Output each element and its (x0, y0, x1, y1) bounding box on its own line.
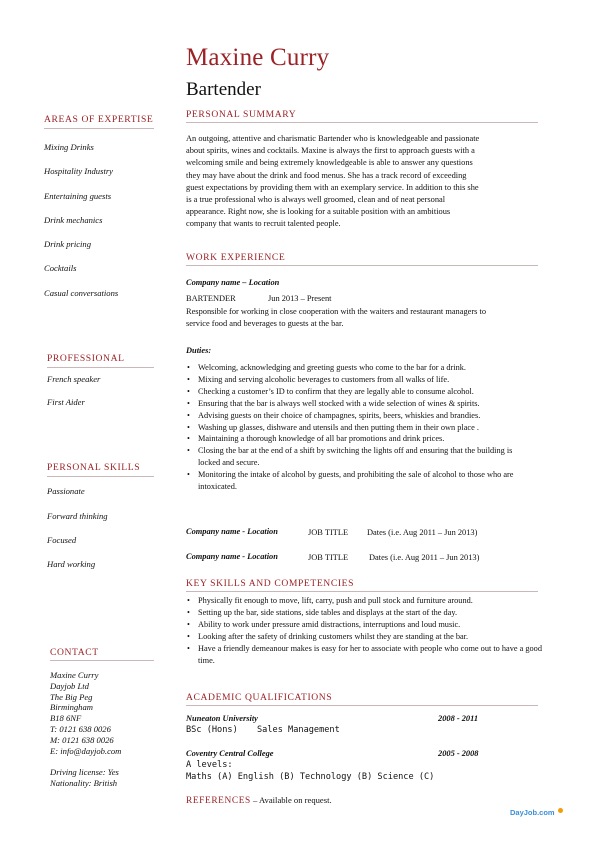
expertise-item: Cocktails (44, 263, 77, 273)
contact-street: The Big Peg (50, 691, 93, 702)
work-role: BARTENDER (186, 294, 236, 303)
logo-dot-icon (558, 808, 563, 813)
summary-line: is a true professional who is always well groomed, clean and of neat personal (186, 195, 446, 205)
degree: BSc (Hons) (186, 725, 238, 735)
contact-company: Dayjob Ltd (50, 680, 89, 691)
other-job-dates: Dates (i.e. Aug 2011 – Jun 2013) (367, 528, 478, 537)
expertise-heading: AREAS OF EXPERTISE (44, 114, 154, 125)
responsibility-line: Responsible for working in close cooperation with the waiters and restaurant managers to (186, 307, 487, 316)
duty-item: • Advising guests on their choice of champagnes, spirits, beers, whiskies and brandies. (186, 410, 538, 422)
references-text: – Available on request. (250, 795, 332, 805)
work-rule (186, 265, 538, 266)
contact-heading: CONTACT (50, 647, 99, 658)
professional-rule (47, 367, 154, 368)
contact-email[interactable]: E: info@dayjob.com (50, 745, 122, 756)
expertise-item: Casual conversations (44, 288, 119, 298)
expertise-item: Entertaining guests (44, 191, 112, 201)
duty-item: • Mixing and serving alcoholic beverages to customers from all walks of life. (186, 374, 538, 386)
professional-item: French speaker (47, 374, 101, 384)
duty-item: • Closing the bar at the end of a shift by switching the lights off and ensuring that the building is locked and secure. (186, 445, 528, 469)
key-skills-heading: KEY SKILLS AND COMPETENCIES (186, 578, 355, 589)
duty-item: • Monitoring the intake of alcohol by guests, and prohibiting the sale of alcohol to those who are intoxicated. (186, 469, 528, 493)
key-skill-item: • Looking after the safety of drinking customers whilst they are standing at the bar. (186, 631, 538, 643)
work-company: Company name – Location (186, 278, 280, 287)
duty-item: • Maintaining a thorough knowledge of all bar promotions and drink prices. (186, 433, 538, 445)
expertise-item: Drink mechanics (44, 215, 103, 225)
other-job-title: JOB TITLE (308, 528, 349, 537)
duties-label: Duties: (186, 346, 212, 355)
summary-line: company that wants to recruit talented people. (186, 219, 341, 229)
professional-item: First Aider (47, 397, 85, 407)
key-skills-list (186, 595, 542, 666)
contact-block (50, 670, 121, 789)
summary-line: guest expectations by providing them with an exemplary service. In addition to this she (186, 182, 479, 192)
summary-line: appearance. Right now, she is looking for a suitable position with an ambitious (186, 207, 451, 217)
key-skill-item: • Have a friendly demeanour makes is easy for her to associate with people who come out to have a good time. (186, 643, 548, 667)
skill-item: Focused (47, 535, 77, 545)
expertise-rule (44, 128, 154, 129)
contact-city: Birmingham (50, 702, 93, 713)
academic-rule (186, 705, 538, 706)
contact-name: Maxine Curry (50, 670, 99, 680)
job-title: Bartender (186, 79, 261, 100)
school-name: Coventry Central College (186, 749, 274, 758)
contact-rule (50, 660, 154, 661)
degree-subject: Sales Management (257, 725, 340, 735)
other-job-company: Company name - Location (186, 527, 278, 536)
responsibility-line: service food and beverages to guests at the bar. (186, 319, 344, 329)
duties-list (186, 362, 538, 493)
duty-item: • Washing up glasses, dishware and utensils and then putting them in their own place . (186, 422, 538, 434)
work-responsibility (186, 306, 546, 330)
duty-item: • Welcoming, acknowledging and greeting guests who come to the bar for a drink. (186, 362, 538, 374)
skill-item: Passionate (47, 486, 85, 496)
driving-license: Driving license: Yes (50, 767, 119, 778)
references-heading: REFERENCES (186, 796, 251, 806)
key-skill-item: • Setting up the bar, side stations, side tables and displays at the start of the day. (186, 607, 538, 619)
summary-heading: PERSONAL SUMMARY (186, 109, 297, 120)
duty-item: • Ensuring that the bar is always well stocked with a wide selection of wines & spirits. (186, 398, 538, 410)
summary-line: An outgoing, attentive and charismatic Bartender who is knowledgeable and passionate (186, 134, 480, 143)
work-dates: Jun 2013 – Present (268, 294, 332, 303)
school-years: 2005 - 2008 (438, 749, 479, 758)
contact-mobile: M: 0121 638 0026 (50, 734, 114, 745)
professional-heading: PROFESSIONAL (47, 353, 125, 364)
key-skill-item: • Physically fit enough to move, lift, carry, push and pull stock and furniture around. (186, 595, 538, 607)
school-years: 2008 - 2011 (438, 714, 479, 723)
degree: A levels: (186, 760, 233, 770)
key-skill-item: • Ability to work under pressure amid distractions, interruptions and loud music. (186, 619, 538, 631)
logo-text: DayJob.com (510, 808, 555, 817)
work-heading: WORK EXPERIENCE (186, 252, 286, 263)
summary-rule (186, 122, 538, 123)
personal-skills-rule (47, 476, 154, 477)
candidate-name: Maxine Curry (186, 44, 330, 71)
other-job-company: Company name - Location (186, 552, 278, 561)
skill-item: Hard working (47, 559, 96, 569)
summary-text (186, 133, 546, 231)
personal-skills-heading: PERSONAL SKILLS (47, 462, 141, 473)
references-line (186, 795, 332, 806)
expertise-item: Mixing Drinks (44, 142, 94, 152)
dayjob-logo[interactable] (510, 808, 563, 817)
duty-item: • Checking a customer’s ID to confirm that they are legally able to consume alcohol. (186, 386, 538, 398)
contact-postcode: B18 6NF (50, 713, 82, 724)
school-name: Nuneaton University (186, 714, 258, 723)
summary-line: they may have about the drink and food menus. She has a track record of exceeding (186, 170, 467, 180)
expertise-item: Drink pricing (44, 239, 92, 249)
academic-heading: ACADEMIC QUALIFICATIONS (186, 692, 333, 703)
expertise-item: Hospitality Industry (44, 166, 113, 176)
summary-line: welcoming smile and being extremely knowledgeable is able to answer any questions (186, 158, 473, 168)
key-skills-rule (186, 591, 538, 592)
other-job-dates: Dates (i.e. Aug 2011 – Jun 2013) (369, 553, 480, 562)
skill-item: Forward thinking (47, 511, 108, 521)
summary-line: about spirits, wines and cocktails. Maxine is always the first to approach guests with a (186, 146, 475, 156)
other-job-title: JOB TITLE (308, 553, 349, 562)
degree-subject: Maths (A) English (B) Technology (B) Science (C) (186, 772, 435, 782)
nationality: Nationality: British (50, 778, 118, 789)
contact-telephone: T: 0121 638 0026 (50, 723, 111, 734)
